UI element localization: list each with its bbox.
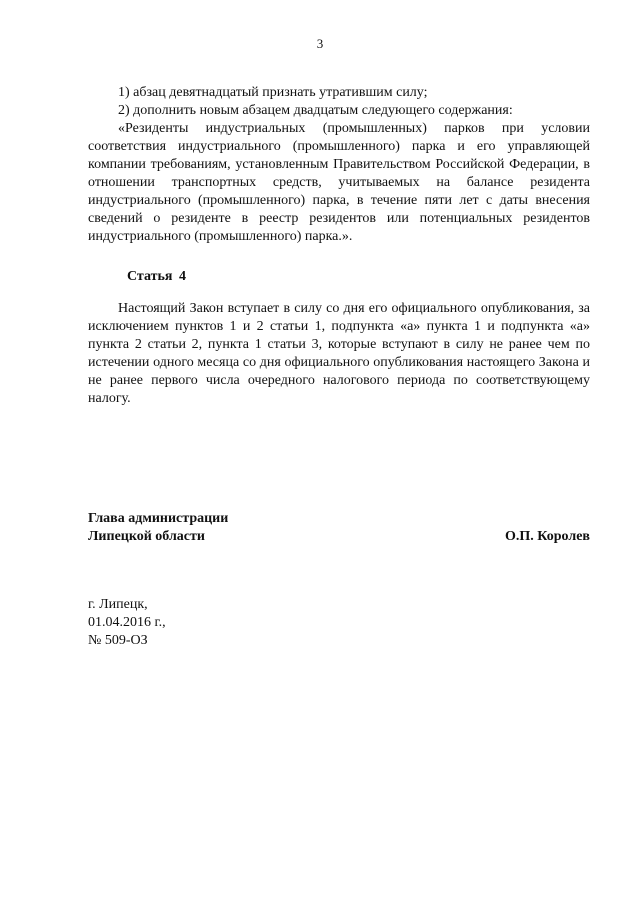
signature-block xyxy=(88,510,590,546)
amendment-item-2: 2) дополнить новым абзацем двадцатым следующего содержания: xyxy=(118,103,513,118)
article-4-text: Настоящий Закон вступает в силу со дня его официального опубликования, за исключением пунктов 1 и 2 статьи 1, подпункта «а» пункта 1 и подпункта «а» пункта 2 статьи 2, пункта 1 статьи 3, которые вступают в силу не ранее чем по истечении одного месяца со дня официального опубликования настоящего Закона и не ранее первого числа очередного налогового периода по соответствующему налогу. xyxy=(88,301,590,406)
amendments-block xyxy=(88,84,590,246)
footer-law-number: № 509-ОЗ xyxy=(88,633,148,648)
page-number: 3 xyxy=(316,36,324,51)
signatory-name: О.П. Королев xyxy=(505,529,590,544)
document-footer xyxy=(88,596,166,650)
signature-position-line1: Глава администрации xyxy=(88,511,229,526)
article-4-title: Статья 4 xyxy=(127,269,186,284)
signature-position-line2: Липецкой области xyxy=(88,529,205,544)
amendment-quote: «Резиденты индустриальных (промышленных) парков при условии соответствия индустриального (промышленного) парка и его управляющей компании требованиям, установленным Правительством Российской Федерации, в отношении транспортных средств, учитываемых на балансе резидента индустриального (промышленного) парка, в течение пяти лет с даты внесения сведений о резиденте в реестр резидентов или потенциальных резидентов индустриального (промышленного) парка.». xyxy=(88,121,590,244)
signature-line xyxy=(88,528,590,546)
amendment-item-1: 1) абзац девятнадцатый признать утратившим силу; xyxy=(118,85,428,100)
footer-city: г. Липецк, xyxy=(88,597,148,612)
footer-date: 01.04.2016 г., xyxy=(88,615,166,630)
